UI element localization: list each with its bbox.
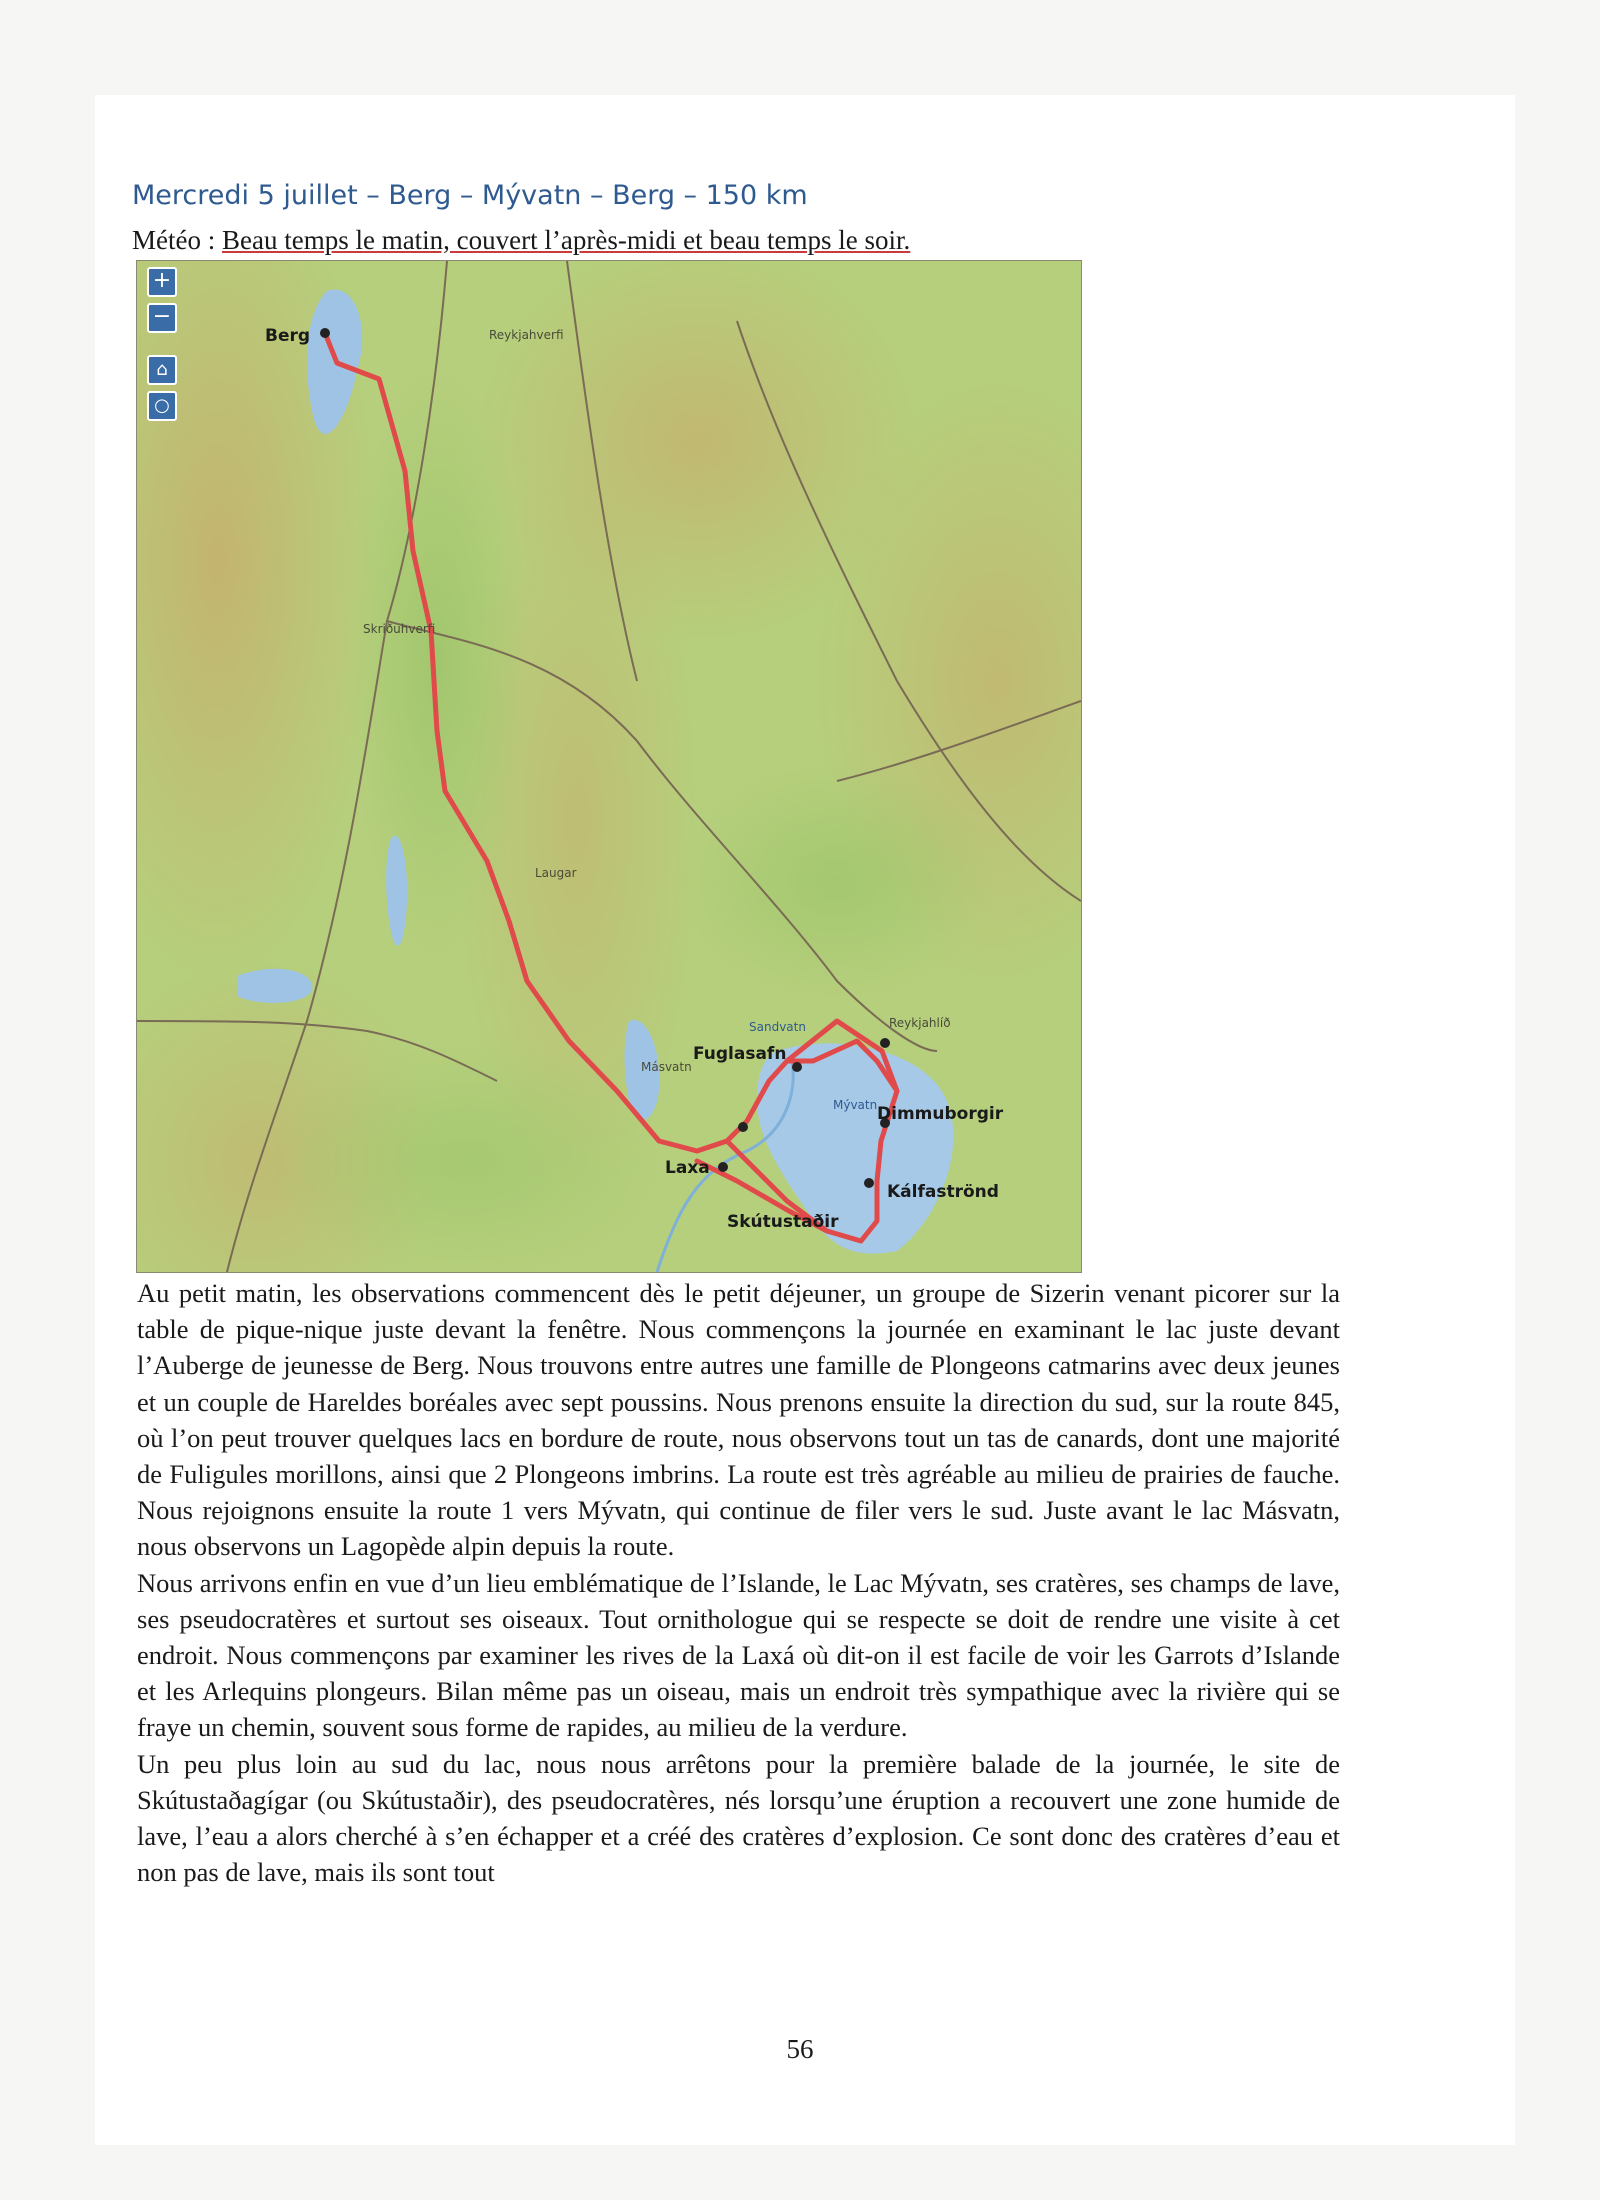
- paragraph-1: Au petit matin, les observations commencent dès le petit déjeuner, un groupe de Sizerin venant picorer sur la table de pique-nique juste devant la fenêtre. Nous commençons la journée en examinant le lac juste devant l’Auberge de jeunesse de Berg. Nous trouvons entre autres une famille de Plongeons catmarins avec deux jeunes et un couple de Hareldes boréales avec sept poussins. Nous prenons ensuite la direction du sud, sur la route 845, où l’on peut trouver quelques lacs en bordure de route, nous observons tout un tas de canards, dont une majorité de Fuligules morillons, ainsi que 2 Plongeons imbrins. La route est très agréable au milieu de prairies de fauche. Nous rejoignons ensuite la route 1 vers Mývatn, qui continue de filer vers le sud. Juste avant le lac Másvatn, nous observons un Lagopède alpin depuis la route.: [137, 1278, 1340, 1562]
- weather-label: Météo :: [132, 225, 222, 255]
- page-heading: Mercredi 5 juillet – Berg – Mývatn – Berg – 150 km: [132, 180, 808, 211]
- stop-dot-fuglasafn[interactable]: [792, 1062, 802, 1072]
- zoom-out-button[interactable]: [147, 303, 177, 333]
- map-canvas[interactable]: [137, 261, 1081, 1272]
- body-text: [137, 1275, 1340, 1890]
- label-masvatn: Másvatn: [641, 1060, 692, 1074]
- stop-label-skutustadir: Skútustaðir: [727, 1212, 839, 1232]
- label-myvatn: Mývatn: [833, 1098, 878, 1112]
- locate-button[interactable]: [147, 391, 177, 421]
- label-reykjahlid: Reykjahlíð: [889, 1016, 951, 1030]
- circle-icon: ○: [154, 395, 170, 416]
- page-number: 56: [786, 2034, 814, 2064]
- stop-dot-mid[interactable]: [738, 1122, 748, 1132]
- home-icon: ⌂: [156, 359, 168, 380]
- stop-dot-laxa[interactable]: [718, 1162, 728, 1172]
- stop-dot-reykjahlid[interactable]: [880, 1038, 890, 1048]
- lake-losavatn: [237, 969, 312, 1003]
- stop-label-fuglasafn: Fuglasafn: [693, 1044, 787, 1064]
- stop-label-laxa: Laxa: [665, 1158, 710, 1178]
- label-sandvatn: Sandvatn: [749, 1020, 806, 1034]
- stop-label-kalfastrond: Kálfaströnd: [887, 1182, 999, 1202]
- route-map[interactable]: [136, 260, 1082, 1273]
- stop-dot-kalfastrond[interactable]: [864, 1178, 874, 1188]
- label-reykjahverfi: Reykjahverfi: [489, 328, 564, 342]
- stop-dot-berg[interactable]: [320, 328, 330, 338]
- stop-label-dimmuborgir: Dimmuborgir: [877, 1104, 1004, 1124]
- minus-icon: −: [152, 304, 172, 329]
- paragraph-2: Nous arrivons enfin en vue d’un lieu emblématique de l’Islande, le Lac Mývatn, ses cratères, ses champs de lave, ses pseudocratères et surtout ses oiseaux. Tout ornithologue qui se respecte se doit de rendre une visite à cet endroit. Nous commençons par examiner les rives de la Laxá où dit-on il est facile de voir les Garrots d’Islande et les Arlequins plongeurs. Bilan même pas un oiseau, mais un endroit très sympathique avec la rivière qui se fraye un chemin, souvent sous forme de rapides, au milieu de la verdure.: [137, 1567, 1340, 1743]
- paragraph-3: Un peu plus loin au sud du lac, nous nous arrêtons pour la première balade de la journée, le site de Skútustaðagígar (ou Skútustaðir), des pseudocratères, nés lorsqu’une éruption a recouvert une zone humide de lave, l’eau a alors cherché à s’en échapper et a créé des cratères d’explosion. Ce sont donc des cratères d’eau et non pas de lave, mais ils sont tout: [137, 1748, 1340, 1888]
- home-button[interactable]: [147, 355, 177, 385]
- weather-text: Beau temps le matin, couvert l’après-midi et beau temps le soir.: [221, 225, 911, 255]
- zoom-in-button[interactable]: [147, 267, 177, 297]
- weather-line: [132, 225, 910, 256]
- plus-icon: +: [152, 268, 172, 293]
- label-skriduhverfi: Skriðuhverfi: [363, 622, 436, 636]
- stop-label-berg: Berg: [265, 326, 311, 346]
- label-laugar: Laugar: [535, 866, 577, 880]
